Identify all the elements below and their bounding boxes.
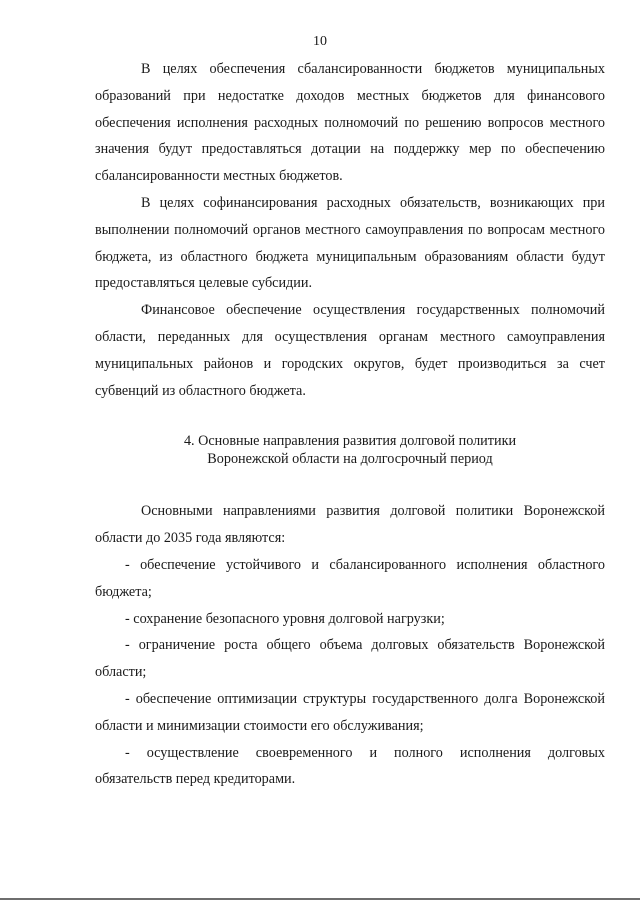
page-number: 10 xyxy=(313,34,327,49)
list-item: - ограничение роста общего объема долговых обязательств Воронежской области; xyxy=(95,637,605,681)
section-heading xyxy=(95,432,605,468)
paragraph-subventions: Финансовое обеспечение осуществления государственных полномочий области, переданных для осуществления органам местного самоуправления муниципальных районов и городских округов, будет производиться за счет субвенций из областного бюджета. xyxy=(95,302,605,399)
list-item: - обеспечение оптимизации структуры государственного долга Воронежской области и минимизации стоимости его обслуживания; xyxy=(95,690,605,734)
paragraph-subsidies-balance: В целях обеспечения сбалансированности бюджетов муниципальных образований при недостатке доходов местных бюджетов для финансового обеспечения исполнения расходных полномочий по решению вопросов местного значения будут предоставляться дотации на поддержку мер по обеспечению сбалансированности местных бюджетов. xyxy=(95,61,605,185)
list-item: - сохранение безопасного уровня долговой нагрузки; xyxy=(125,610,445,627)
document-body xyxy=(95,56,605,793)
list-intro: Основными направлениями развития долговой политики Воронежской области до 2035 года являются: xyxy=(95,503,605,547)
list-item: - обеспечение устойчивого и сбалансированного исполнения областного бюджета; xyxy=(95,556,605,600)
section-heading-line-1: 4. Основные направления развития долговой политики xyxy=(183,433,517,450)
scan-bottom-edge xyxy=(0,898,640,900)
list-item: - осуществление своевременного и полного исполнения долговых обязательств перед кредиторами. xyxy=(95,744,605,788)
section-heading-line-2: Воронежской области на долгосрочный период xyxy=(207,451,493,468)
paragraph-cofinancing: В целях софинансирования расходных обязательств, возникающих при выполнении полномочий органов местного самоуправления по вопросам местного бюджета, из областного бюджета муниципальным образованиям области будут предоставляться целевые субсидии. xyxy=(95,194,605,292)
